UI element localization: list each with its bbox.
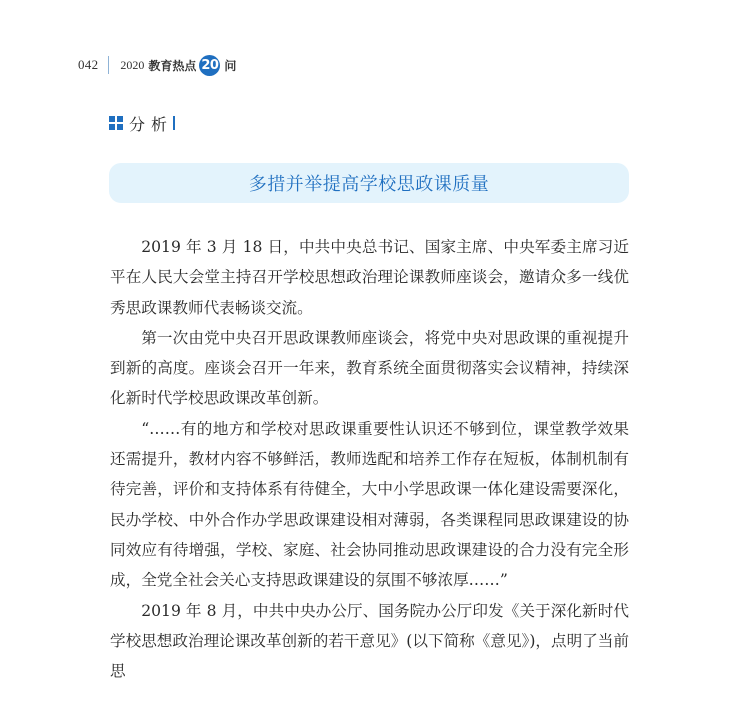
number-badge: 20 (199, 55, 220, 76)
book-year: 2020 (120, 57, 145, 72)
running-header (78, 54, 236, 76)
page-number: 042 (78, 57, 99, 72)
article-body (110, 232, 629, 686)
paragraph: 2019 年 8 月，中共中央办公厅、国务院办公厅印发《关于深化新时代学校思想政治理论课改革创新的若干意见》(以下简称《意见》)，点明了当前思 (110, 601, 629, 681)
section-accent-bar (173, 116, 175, 130)
grid-squares-icon (109, 116, 123, 130)
header-divider (108, 56, 109, 74)
section-label-text: 分析 (129, 114, 174, 134)
book-title (120, 55, 236, 76)
title-banner (109, 163, 629, 203)
book-title-pre: 教育热点 (148, 58, 197, 73)
article-title: 多措并举提高学校思政课质量 (248, 174, 490, 195)
paragraph: 2019 年 3 月 18 日，中共中央总书记、国家主席、中央军委主席习近平在人民大会堂主持召开学校思想政治理论课教师座谈会，邀请众多一线优秀思政课教师代表畅谈交流。 (110, 238, 629, 317)
paragraph-quote: “……有的地方和学校对思政课重要性认识还不够到位，课堂教学效果还需提升，教材内容不够鲜活，教师选配和培养工作存在短板，体制机制有待完善，评价和支持体系有待健全，大中小学思政课一体化建设需要深化，民办学校、中外合作办学思政课建设相对薄弱，各类课程同思政课建设的协同效应有待增强，学校、家庭、社会协同推动思政课建设的合力没有完全形成，全党全社会关心支持思政课建设的氛围不够浓厚……” (110, 419, 629, 590)
section-heading (109, 113, 175, 133)
paragraph: 第一次由党中央召开思政课教师座谈会，将党中央对思政课的重视提升到新的高度。座谈会召开一年来，教育系统全面贯彻落实会议精神，持续深化新时代学校思政课改革创新。 (110, 328, 629, 408)
book-title-post: 问 (224, 58, 237, 73)
